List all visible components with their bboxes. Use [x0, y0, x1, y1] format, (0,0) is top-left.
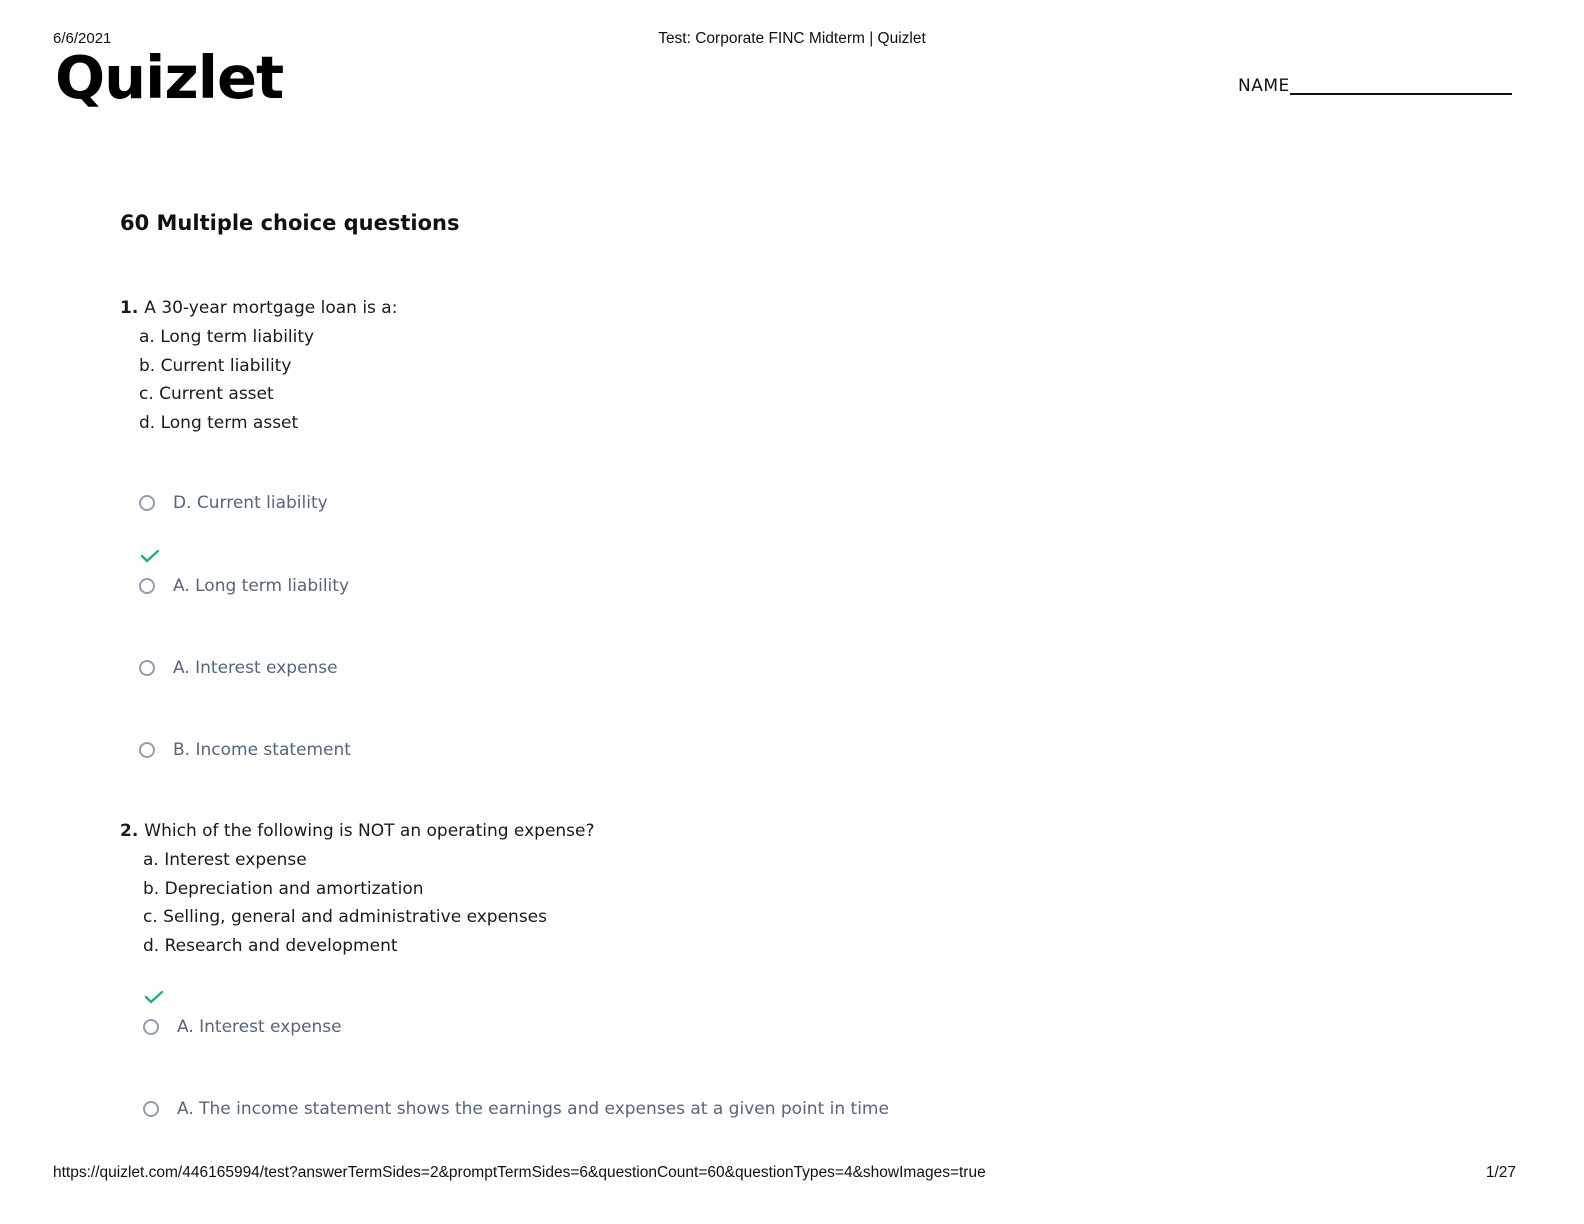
- question-choice: a. Long term liability: [139, 327, 315, 347]
- answer-label: A. Long term liability: [173, 576, 350, 596]
- radio-button[interactable]: [143, 1019, 159, 1035]
- radio-button[interactable]: [139, 578, 155, 594]
- question-text: Which of the following is NOT an operating expense?: [144, 821, 595, 841]
- question-choice: b. Current liability: [139, 355, 292, 376]
- name-field: [1238, 76, 1512, 96]
- question-1: [120, 294, 397, 437]
- answer-label: D. Current liability: [173, 493, 328, 513]
- radio-button[interactable]: [139, 495, 155, 511]
- quizlet-logo: Quizlet: [55, 43, 284, 112]
- question-text: A 30-year mortgage loan is a:: [144, 298, 398, 318]
- answer-option[interactable]: [139, 740, 351, 760]
- section-title: 60 Multiple choice questions: [120, 211, 460, 235]
- question-number: 2.: [120, 821, 139, 841]
- answer-option-correct[interactable]: [143, 1017, 342, 1037]
- answer-option[interactable]: [139, 493, 328, 513]
- question-number: 1.: [120, 298, 139, 318]
- answer-label: A. The income statement shows the earnings and expenses at a given point in time: [177, 1099, 889, 1119]
- print-url: https://quizlet.com/446165994/test?answerTermSides=2&promptTermSides=6&questionCount=60&questionTypes=4&showImages=true: [53, 1164, 986, 1181]
- page-number: 1/27: [1485, 1164, 1516, 1181]
- radio-button[interactable]: [139, 742, 155, 758]
- question-choice: b. Depreciation and amortization: [143, 878, 424, 899]
- answer-label: A. Interest expense: [177, 1017, 342, 1037]
- name-label: NAME: [1238, 76, 1290, 96]
- print-date: 6/6/2021: [53, 30, 112, 47]
- name-blank-line: [1290, 93, 1512, 95]
- radio-button[interactable]: [143, 1101, 159, 1117]
- checkmark-icon: [140, 548, 160, 564]
- answer-label: A. Interest expense: [173, 658, 338, 678]
- answer-option[interactable]: [143, 1099, 889, 1119]
- question-prompt: [120, 817, 595, 846]
- print-page-title: Test: Corporate FINC Midterm | Quizlet: [658, 30, 926, 47]
- question-choice: d. Research and development: [143, 935, 398, 956]
- answer-label: B. Income statement: [173, 740, 351, 760]
- question-choice: d. Long term asset: [139, 412, 299, 433]
- question-choice: a. Interest expense: [143, 850, 307, 870]
- question-choice: c. Selling, general and administrative expenses: [143, 907, 547, 927]
- answer-option[interactable]: [139, 658, 338, 678]
- radio-button[interactable]: [139, 660, 155, 676]
- checkmark-icon: [144, 989, 164, 1005]
- question-choice: c. Current asset: [139, 384, 274, 404]
- question-2: [120, 817, 595, 960]
- answer-option-correct[interactable]: [139, 576, 349, 596]
- question-prompt: [120, 294, 397, 323]
